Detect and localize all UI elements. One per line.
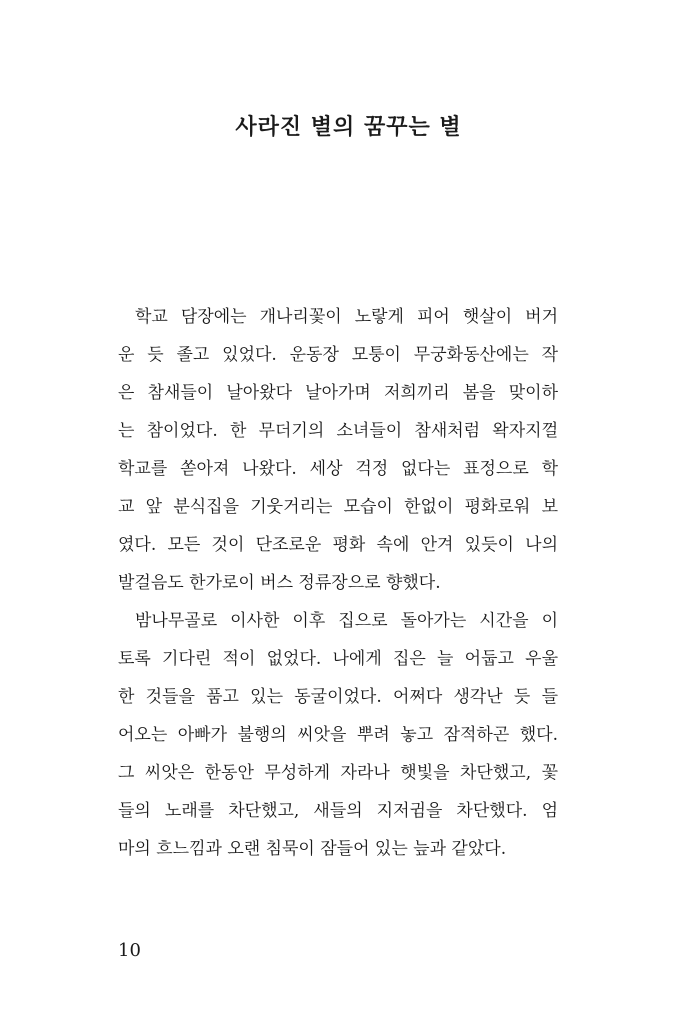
- text-line: 그 씨앗은 한동안 무성하게 자라나 햇빛을 차단했고, 꽃: [118, 763, 558, 783]
- paragraph-2: [118, 602, 558, 868]
- paragraph-1: [118, 298, 558, 602]
- text-line: 발걸음도 한가로이 버스 정류장으로 향했다.: [118, 573, 441, 593]
- text-line: 들의 노래를 차단했고, 새들의 지저귐을 차단했다. 엄: [118, 801, 558, 821]
- chapter-title: 사라진 별의 꿈꾸는 별: [235, 115, 462, 140]
- text-line: 는 참이었다. 한 무더기의 소녀들이 참새처럼 왁자지껄: [118, 421, 558, 441]
- text-line: 였다. 모든 것이 단조로운 평화 속에 안겨 있듯이 나의: [118, 535, 558, 555]
- text-line: 학교 담장에는 개나리꽃이 노랗게 피어 햇살이 버거: [135, 307, 558, 327]
- text-line: 운 듯 졸고 있었다. 운동장 모퉁이 무궁화동산에는 작: [118, 345, 558, 365]
- text-line: 어오는 아빠가 불행의 씨앗을 뿌려 놓고 잠적하곤 했다.: [118, 725, 558, 745]
- body-text: [118, 298, 558, 868]
- text-line: 마의 흐느낌과 오랜 침묵이 잠들어 있는 늪과 같았다.: [118, 839, 507, 859]
- text-line: 은 참새들이 날아왔다 날아가며 저희끼리 봄을 맞이하: [118, 383, 558, 403]
- page-number: 10: [118, 940, 141, 961]
- text-line: 교 앞 분식집을 기웃거리는 모습이 한없이 평화로워 보: [118, 497, 558, 517]
- text-line: 밤나무골로 이사한 이후 집으로 돌아가는 시간을 이: [135, 611, 558, 631]
- text-line: 한 것들을 품고 있는 동굴이었다. 어쩌다 생각난 듯 들: [118, 687, 558, 707]
- text-line: 토록 기다린 적이 없었다. 나에게 집은 늘 어둡고 우울: [118, 649, 558, 669]
- text-line: 학교를 쏟아져 나왔다. 세상 걱정 없다는 표정으로 학: [118, 459, 558, 479]
